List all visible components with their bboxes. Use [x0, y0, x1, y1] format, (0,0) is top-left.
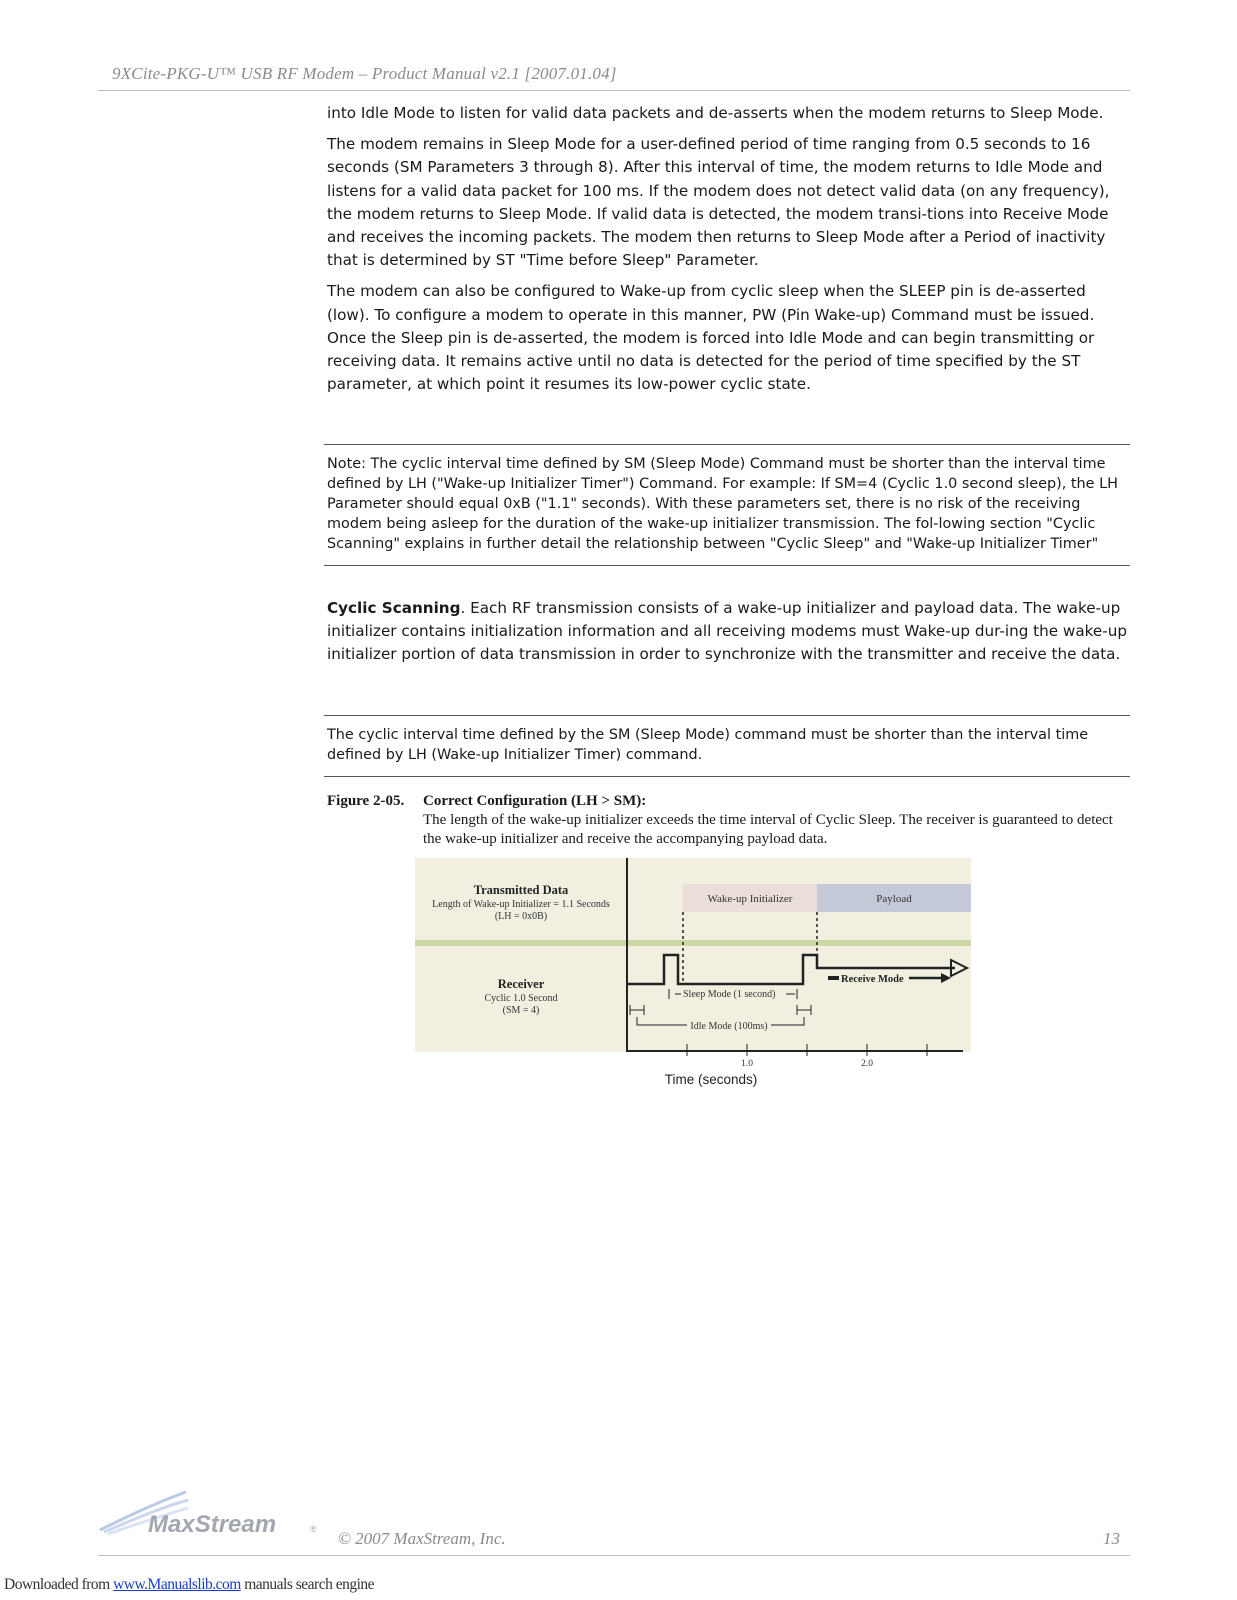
- page-number: 13: [1103, 1529, 1120, 1548]
- download-prefix: Downloaded from: [4, 1576, 114, 1593]
- figure-caption: [327, 792, 1127, 849]
- payload-label: Payload: [876, 893, 912, 905]
- cyclic-scanning-text: . Each RF transmission consists of a wake-up initializer and payload data. The wake-up initializer contains initialization information and all receiving modems must Wake-up dur-ing the wake-up initializer portion of data transmission in order to synchronize with the transmitter and receive the data.: [327, 599, 1127, 664]
- footer-rule: [98, 1555, 1130, 1556]
- receiver-sub1: Cyclic 1.0 Second: [484, 993, 558, 1004]
- logo-wordmark: MaxStream: [148, 1511, 277, 1536]
- download-notice: [4, 1576, 374, 1594]
- note-box-1: [324, 444, 1130, 566]
- note2-bottom-rule: [324, 776, 1130, 777]
- receive-mode-label: Receive Mode: [841, 974, 904, 985]
- footer-copyright: © 2007 MaxStream, Inc.: [338, 1529, 506, 1548]
- receiver-title: Receiver: [497, 977, 545, 991]
- paragraph-3: The modem can also be configured to Wake-up from cyclic sleep when the SLEEP pin is de-asserted (low). To configure a modem to operate in this manner, PW (Pin Wake-up) Command must be issued. Once the Sleep pin is de-asserted, the modem is forced into Idle Mode and can begin transmitting or receiving data. It remains active until no data is detected for the period of time specified by the ST parameter, at which point it resumes its low-power cyclic state.: [327, 282, 1095, 394]
- paragraph-2: The modem remains in Sleep Mode for a user-defined period of time ranging from 0.5 seconds to 16 seconds (SM Parameters 3 through 8). After this interval of time, the modem returns to Idle Mode and listens for a valid data packet for 100 ms. If the modem does not detect valid data (on any frequency), the modem returns to Sleep Mode. If valid data is detected, the modem transi-tions into Receive Mode and receives the incoming packets. The modem then returns to Sleep Mode after a Period of inactivity that is determined by ST "Time before Sleep" Parameter.: [327, 135, 1110, 270]
- paragraph-1: into Idle Mode to listen for valid data packets and de-asserts when the modem returns to Sleep Mode.: [327, 104, 1104, 122]
- transmitted-sub1: Length of Wake-up Initializer = 1.1 Seconds: [432, 899, 610, 910]
- figure-description: The length of the wake-up initializer exceeds the time interval of Cyclic Sleep. The receiver is guaranteed to detect the wake-up initializer and receive the accompanying payload data.: [423, 812, 1113, 847]
- axis-label: Time (seconds): [664, 1072, 758, 1087]
- note-bottom-rule: [324, 565, 1130, 566]
- body-text: [327, 102, 1127, 404]
- transmitted-sub2: (LH = 0x0B): [494, 911, 548, 922]
- note-text-2: The cyclic interval time defined by the SM (Sleep Mode) command must be shorter than the interval time defined by LH (Wake-up Initializer Timer) command.: [327, 727, 1089, 763]
- manualslib-link[interactable]: www.Manualslib.com: [113, 1576, 241, 1593]
- cyclic-scanning-heading: Cyclic Scanning: [327, 599, 461, 617]
- tick-label-2: 2.0: [861, 1059, 873, 1069]
- download-suffix: manuals search engine: [240, 1576, 375, 1593]
- transmitted-title: Transmitted Data: [473, 883, 569, 897]
- cyclic-scanning-paragraph: [327, 597, 1127, 675]
- receiver-sub2: (SM = 4): [502, 1005, 540, 1016]
- maxstream-logo: [98, 1488, 330, 1536]
- note-text-1: Note: The cyclic interval time defined by SM (Sleep Mode) Command must be shorter than the interval time defined by LH ("Wake-up Initializer Timer") Command. For example: If SM=4 (Cyclic 1.0 second sleep), the LH Parameter should equal 0xB ("1.1" seconds). With these parameters set, there is no risk of the receiving modem being asleep for the duration of the wake-up initializer transmission. The fol-lowing section "Cyclic Scanning" explains in further detail the relationship between "Cyclic Sleep" and "Wake-up Initializer Timer": [327, 456, 1118, 552]
- note-box-2: [324, 715, 1130, 777]
- timing-diagram: [415, 858, 971, 1092]
- figure-label: Figure 2-05.: [327, 793, 405, 809]
- figure-title: Correct Configuration (LH > SM):: [423, 793, 647, 809]
- header-rule: [98, 90, 1130, 91]
- page-header-title: 9XCite-PKG-U™ USB RF Modem – Product Manual v2.1 [2007.01.04]: [112, 64, 617, 83]
- sleep-mode-label: Sleep Mode (1 second): [683, 989, 776, 1000]
- idle-mode-label: Idle Mode (100ms): [690, 1021, 768, 1032]
- tick-label-1: 1.0: [741, 1059, 753, 1069]
- band-divider: [415, 940, 971, 946]
- logo-registered-mark: ®: [310, 1524, 317, 1534]
- wakeup-initializer-label: Wake-up Initializer: [707, 893, 793, 905]
